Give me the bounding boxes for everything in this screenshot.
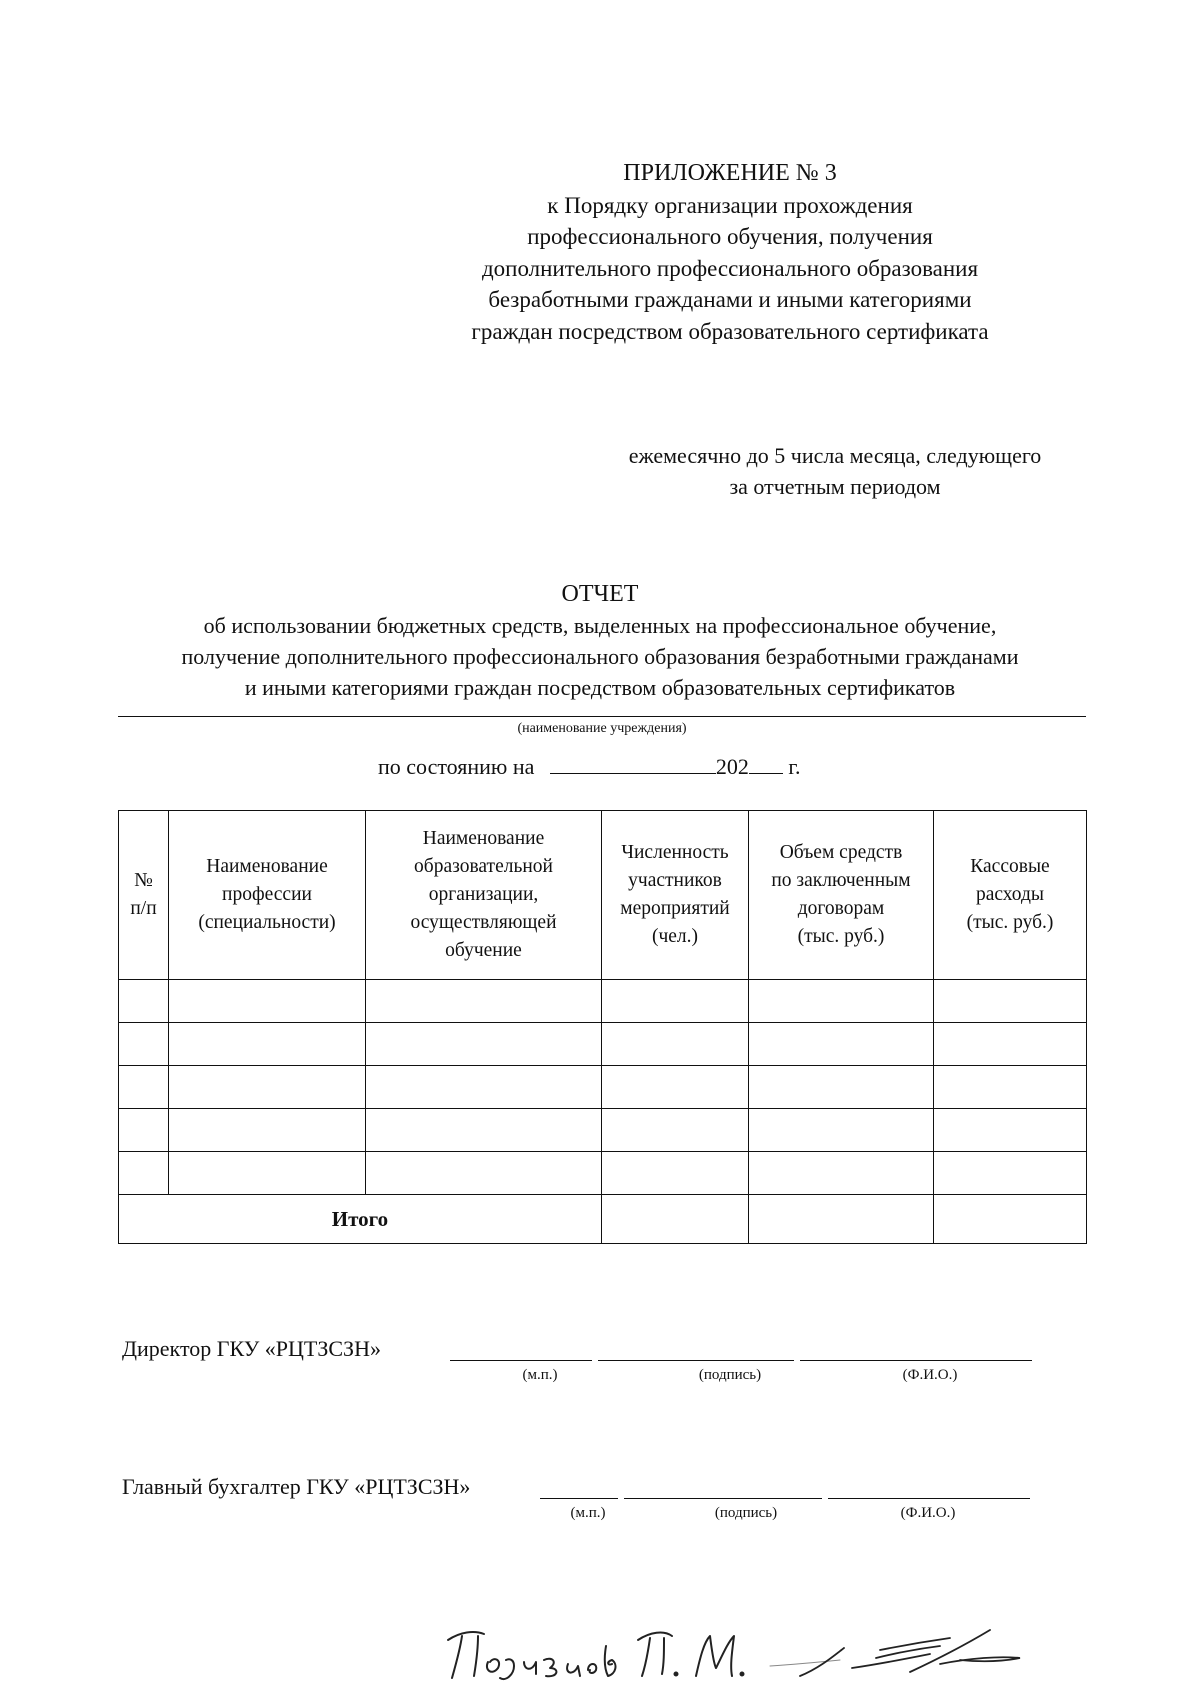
table-cell[interactable] <box>602 1066 749 1109</box>
table-cell[interactable] <box>119 1152 169 1195</box>
appendix-line: профессионального обучения, получения <box>527 224 933 249</box>
accountant-seal-line[interactable] <box>540 1498 618 1499</box>
table-cell[interactable] <box>366 980 602 1023</box>
table-cell[interactable] <box>749 1109 934 1152</box>
accountant-signature-caption: (подпись) <box>714 1505 778 1521</box>
table-cell[interactable] <box>934 1109 1087 1152</box>
total-label: Итого <box>119 1195 602 1244</box>
report-table <box>118 810 1087 1244</box>
director-title: Директор ГКУ «РЦТЗСЗН» <box>122 1336 381 1361</box>
director-name-line[interactable] <box>800 1360 1032 1361</box>
submission-deadline <box>590 440 1080 502</box>
director-signature-line[interactable] <box>598 1360 794 1361</box>
table-row <box>119 980 1087 1023</box>
report-subtitle-line: и иными категориями граждан посредством образовательных сертификатов <box>244 675 956 700</box>
accountant-seal-caption: (м.п.) <box>570 1505 606 1521</box>
table-cell[interactable] <box>169 1066 366 1109</box>
column-header-participants: Численность участников мероприятий (чел.) <box>602 811 749 980</box>
table-row <box>119 1023 1087 1066</box>
appendix-line: безработными гражданами и иными категориями <box>488 287 972 312</box>
total-contract-amount-cell[interactable] <box>749 1195 934 1244</box>
handwritten-signature <box>440 1618 1070 1688</box>
table-cell[interactable] <box>934 1066 1087 1109</box>
as-of-date <box>378 753 800 780</box>
table-cell[interactable] <box>602 1152 749 1195</box>
table-row <box>119 1066 1087 1109</box>
appendix-title: ПРИЛОЖЕНИЕ № 3 <box>623 160 837 186</box>
column-header-organization: Наименование образовательной организации, осуществляющей обучение <box>366 811 602 980</box>
table-cell[interactable] <box>366 1023 602 1066</box>
table-row <box>119 1109 1087 1152</box>
director-seal-line[interactable] <box>450 1360 592 1361</box>
handwritten-signature-strokes <box>770 1630 1020 1676</box>
director-seal-caption: (м.п.) <box>522 1367 558 1383</box>
table-row <box>119 1152 1087 1195</box>
table-cell[interactable] <box>169 980 366 1023</box>
date-blank <box>550 753 716 774</box>
table-cell[interactable] <box>934 1023 1087 1066</box>
table-cell[interactable] <box>749 1066 934 1109</box>
deadline-line: за отчетным периодом <box>729 474 941 499</box>
appendix-header <box>400 158 1060 347</box>
accountant-title: Главный бухгалтер ГКУ «РЦТЗСЗН» <box>122 1474 471 1499</box>
table-cell[interactable] <box>366 1152 602 1195</box>
appendix-line: дополнительного профессионального образования <box>481 255 979 281</box>
accountant-signature-line[interactable] <box>624 1498 822 1499</box>
table-cell[interactable] <box>602 1109 749 1152</box>
report-heading <box>100 578 1100 703</box>
column-header-number: № п/п <box>119 811 169 980</box>
table-cell[interactable] <box>749 1152 934 1195</box>
director-name-caption: (Ф.И.О.) <box>902 1367 958 1383</box>
deadline-line: ежемесячно до 5 числа месяца, следующего <box>628 443 1042 468</box>
accountant-name-caption: (Ф.И.О.) <box>900 1505 956 1521</box>
total-row <box>119 1195 1087 1244</box>
appendix-line: к Порядку организации прохождения <box>547 192 913 218</box>
report-subtitle-line: об использовании бюджетных средств, выделенных на профессиональное обучение, <box>203 613 997 638</box>
as-of-suffix: г. <box>788 754 801 779</box>
table-cell[interactable] <box>749 980 934 1023</box>
table-cell[interactable] <box>602 1023 749 1066</box>
appendix-line: граждан посредством образовательного сертификата <box>471 318 989 344</box>
director-signature-caption: (подпись) <box>698 1367 762 1383</box>
as-of-prefix: по состоянию на <box>378 754 535 779</box>
as-of-year: 202 <box>715 754 749 779</box>
total-participants-cell[interactable] <box>602 1195 749 1244</box>
table-cell[interactable] <box>749 1023 934 1066</box>
table-header-row <box>119 811 1087 980</box>
table-cell[interactable] <box>169 1109 366 1152</box>
total-cash-expenses-cell[interactable] <box>934 1195 1087 1244</box>
year-blank <box>749 753 783 774</box>
table-cell[interactable] <box>934 1152 1087 1195</box>
column-header-profession: Наименование профессии (специальности) <box>169 811 366 980</box>
institution-name-line <box>118 716 1086 717</box>
column-header-cash-expenses: Кассовые расходы (тыс. руб.) <box>934 811 1087 980</box>
table-cell[interactable] <box>602 980 749 1023</box>
table-cell[interactable] <box>119 1109 169 1152</box>
table-cell[interactable] <box>169 1023 366 1066</box>
institution-name-caption: (наименование учреждения) <box>517 721 687 736</box>
handwritten-name-strokes <box>448 1632 744 1679</box>
table-cell[interactable] <box>169 1152 366 1195</box>
report-title: ОТЧЕТ <box>561 581 639 607</box>
table-cell[interactable] <box>934 980 1087 1023</box>
column-header-contract-amount: Объем средств по заключенным договорам (тыс. руб.) <box>749 811 934 980</box>
table-cell[interactable] <box>119 1023 169 1066</box>
table-cell[interactable] <box>119 980 169 1023</box>
table-cell[interactable] <box>119 1066 169 1109</box>
table-cell[interactable] <box>366 1109 602 1152</box>
accountant-name-line[interactable] <box>828 1498 1030 1499</box>
report-subtitle-line: получение дополнительного профессионального образования безработными гражданами <box>181 644 1019 669</box>
table-cell[interactable] <box>366 1066 602 1109</box>
